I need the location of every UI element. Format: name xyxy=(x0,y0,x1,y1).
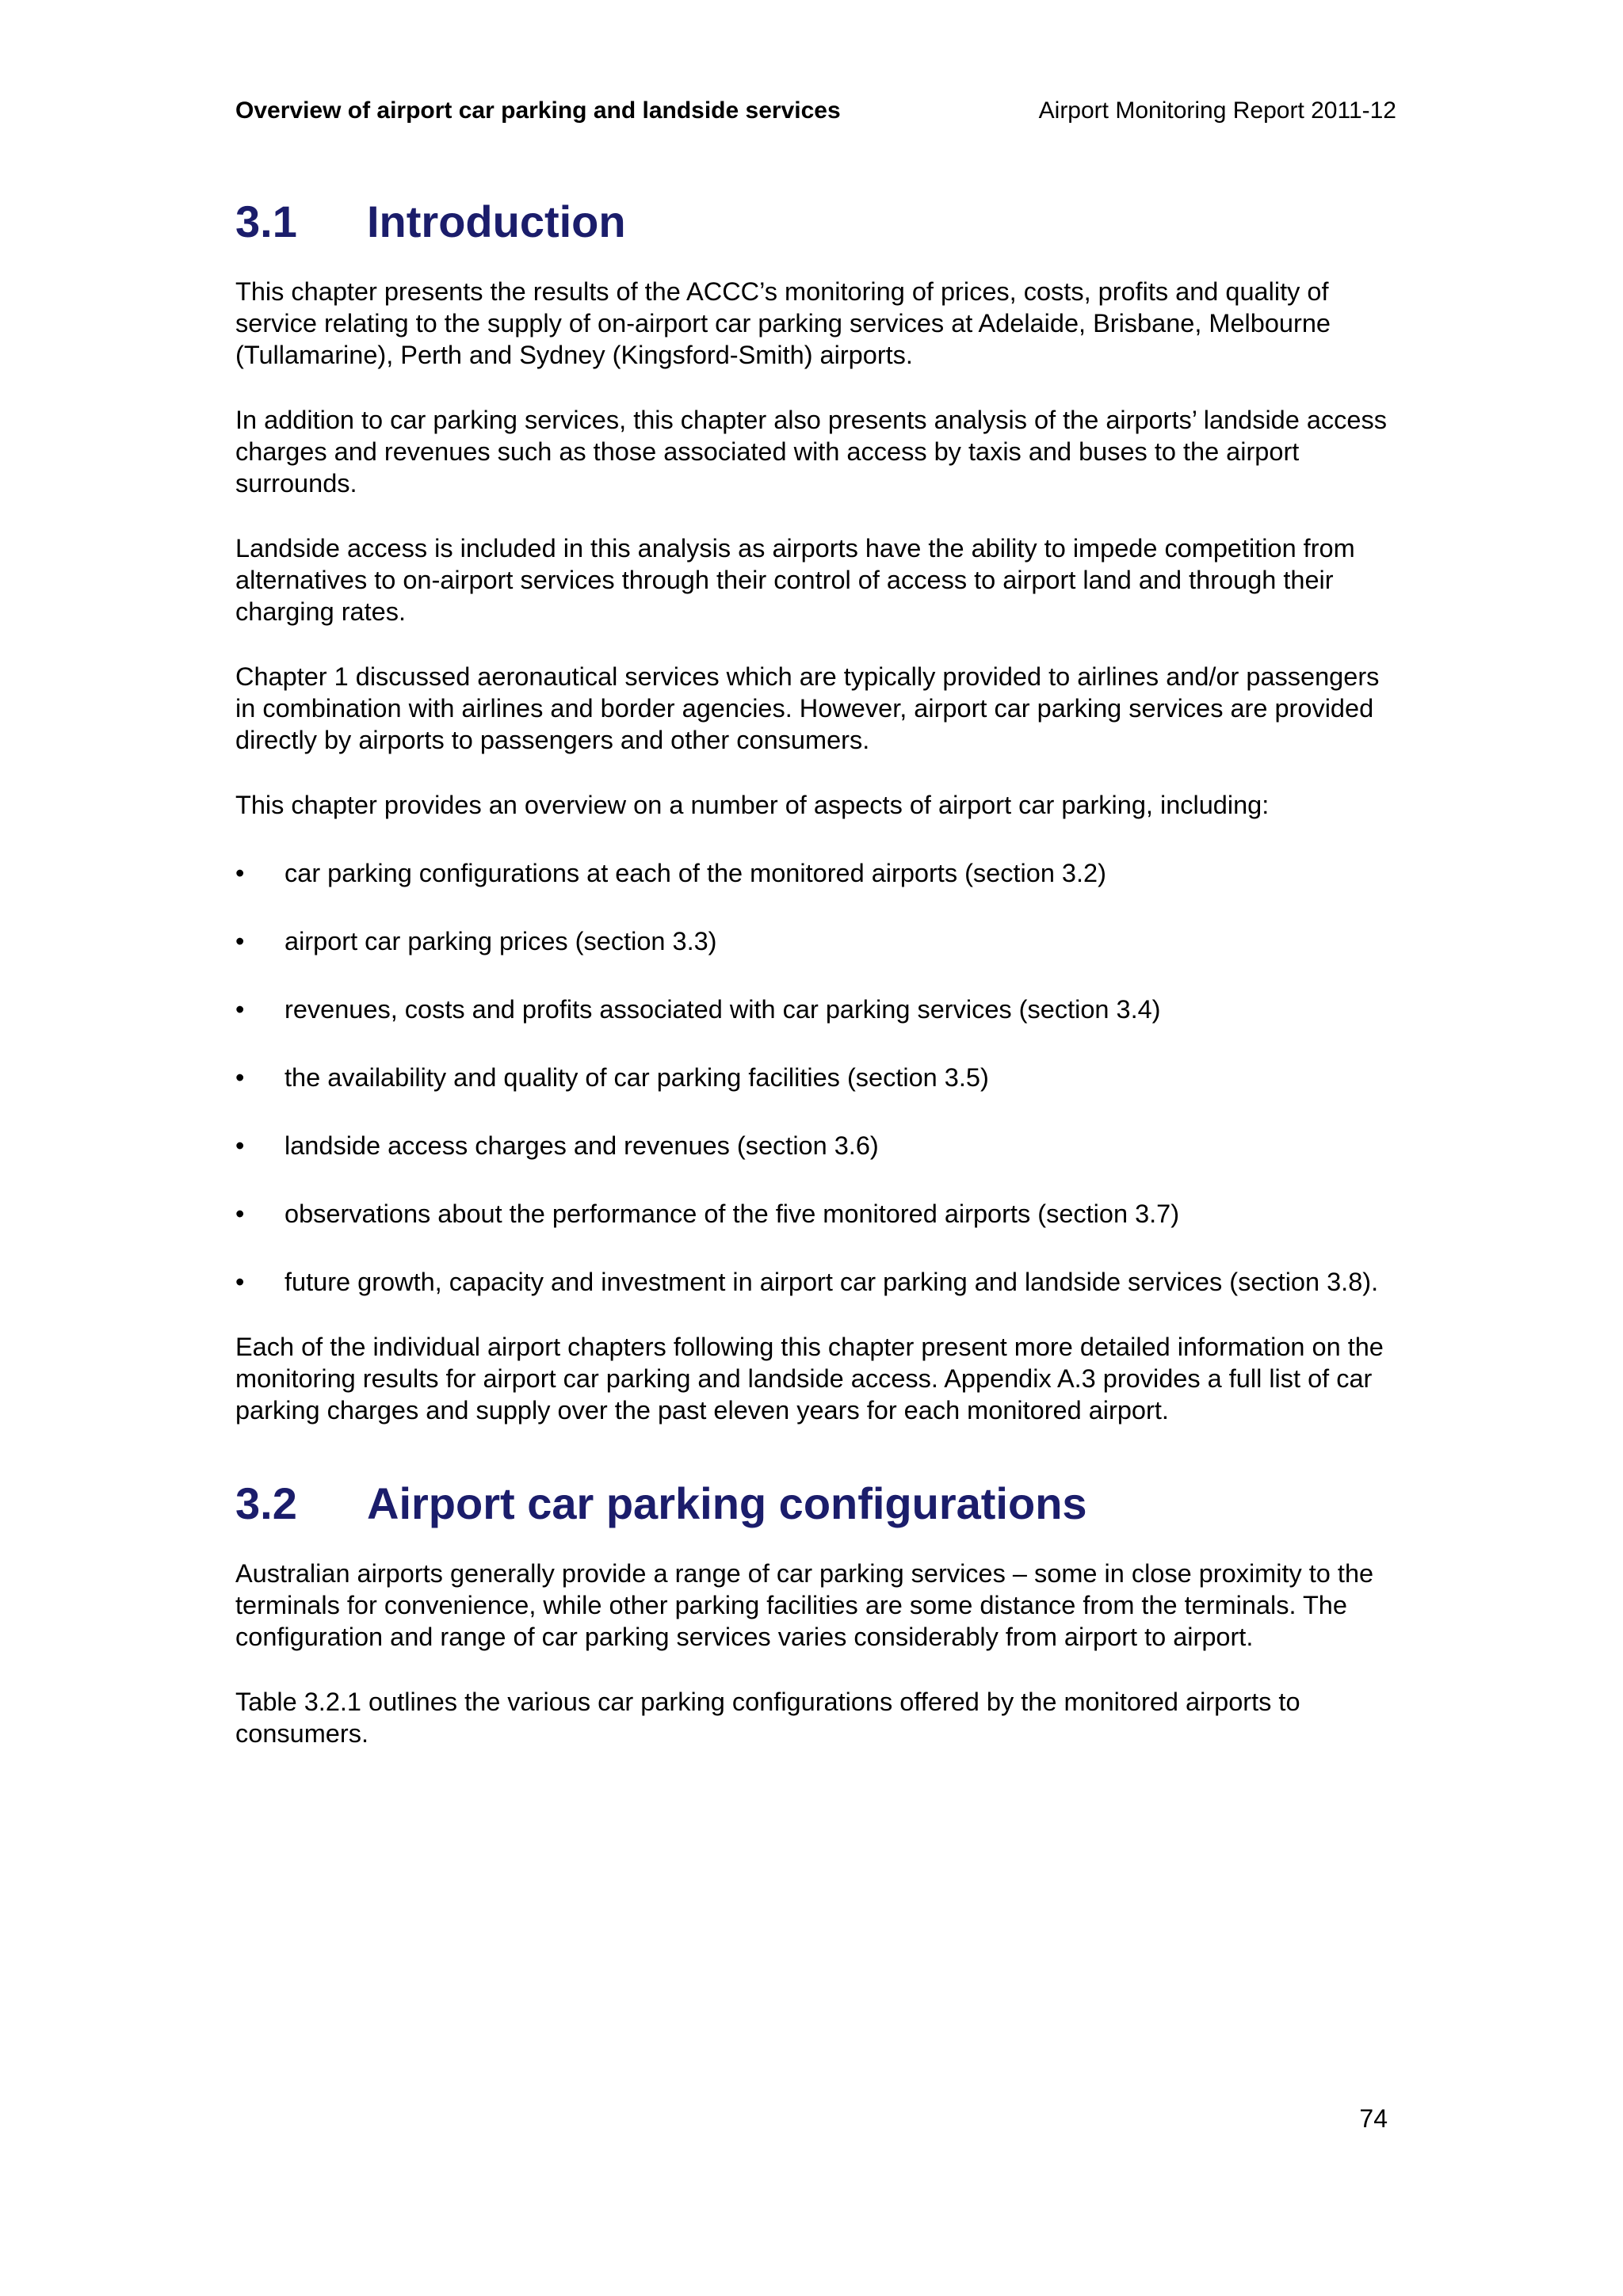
list-item-text: car parking configurations at each of the monitored airports (section 3.2) xyxy=(285,859,1106,887)
list-item xyxy=(235,1266,1404,1298)
header-chapter-title: Overview of airport car parking and landside services xyxy=(235,97,841,124)
section-title: Introduction xyxy=(367,196,626,246)
list-item xyxy=(235,857,1404,889)
page-number: 74 xyxy=(1359,2104,1388,2133)
list-item-text: the availability and quality of car parking facilities (section 3.5) xyxy=(285,1063,989,1092)
bullet-icon: • xyxy=(235,927,245,955)
header-report-title: Airport Monitoring Report 2011-12 xyxy=(1038,97,1396,124)
bullet-icon: • xyxy=(235,1199,245,1228)
paragraph: Australian airports generally provide a range of car parking services – some in close proximity to the terminals for convenience, while other parking facilities are some distance from the terminals. The configuration and range of car parking services varies considerably from airport to airport. xyxy=(235,1559,1374,1651)
list-item xyxy=(235,1130,1404,1161)
paragraph: Each of the individual airport chapters following this chapter present more detailed information on the monitoring results for airport car parking and landside access. Appendix A.3 provides a full list of car parking charges and supply over the past eleven years for each monitored airport. xyxy=(235,1333,1384,1425)
section-title: Airport car parking configurations xyxy=(367,1478,1087,1528)
paragraph: Landside access is included in this analysis as airports have the ability to impede competition from alternatives to on-airport services through their control of access to airport land and through their charging rates. xyxy=(235,534,1355,626)
list-item xyxy=(235,1062,1404,1093)
paragraph: This chapter presents the results of the ACCC’s monitoring of prices, costs, profits and quality of service relating to the supply of on-airport car parking services at Adelaide, Brisbane, Melbourne (Tullamarine), Perth and Sydney (Kingsford-Smith) airports. xyxy=(235,277,1331,369)
paragraph: This chapter provides an overview on a number of aspects of airport car parking, including: xyxy=(235,791,1270,819)
running-header xyxy=(235,93,1396,128)
list-item-text: revenues, costs and profits associated with car parking services (section 3.4) xyxy=(285,995,1161,1024)
section-number: 3.1 xyxy=(235,196,297,246)
section-heading-3-1 xyxy=(235,189,1404,255)
section-heading-3-2 xyxy=(235,1470,1404,1537)
list-item xyxy=(235,994,1404,1025)
paragraph: Table 3.2.1 outlines the various car parking configurations offered by the monitored airports to consumers. xyxy=(235,1688,1300,1748)
bullet-icon: • xyxy=(235,1268,245,1296)
list-item xyxy=(235,925,1404,957)
list-item-text: observations about the performance of the five monitored airports (section 3.7) xyxy=(285,1199,1180,1228)
bullet-icon: • xyxy=(235,1063,245,1092)
bullet-list xyxy=(235,857,1404,1298)
bullet-icon: • xyxy=(235,995,245,1024)
page-content xyxy=(235,189,1404,1749)
list-item-text: landside access charges and revenues (section 3.6) xyxy=(285,1131,879,1160)
paragraph: Chapter 1 discussed aeronautical services which are typically provided to airlines and/or passengers in combination with airlines and border agencies. However, airport car parking services are provided directly by airports to passengers and other consumers. xyxy=(235,662,1380,754)
section-number: 3.2 xyxy=(235,1478,297,1528)
paragraph: In addition to car parking services, this chapter also presents analysis of the airports’ landside access charges and revenues such as those associated with access by taxis and buses to the airport surrounds. xyxy=(235,406,1388,498)
bullet-icon: • xyxy=(235,1131,245,1160)
list-item-text: airport car parking prices (section 3.3) xyxy=(285,927,717,955)
list-item xyxy=(235,1198,1404,1230)
bullet-icon: • xyxy=(235,859,245,887)
list-item-text: future growth, capacity and investment in airport car parking and landside services (section 3.8). xyxy=(285,1268,1379,1296)
